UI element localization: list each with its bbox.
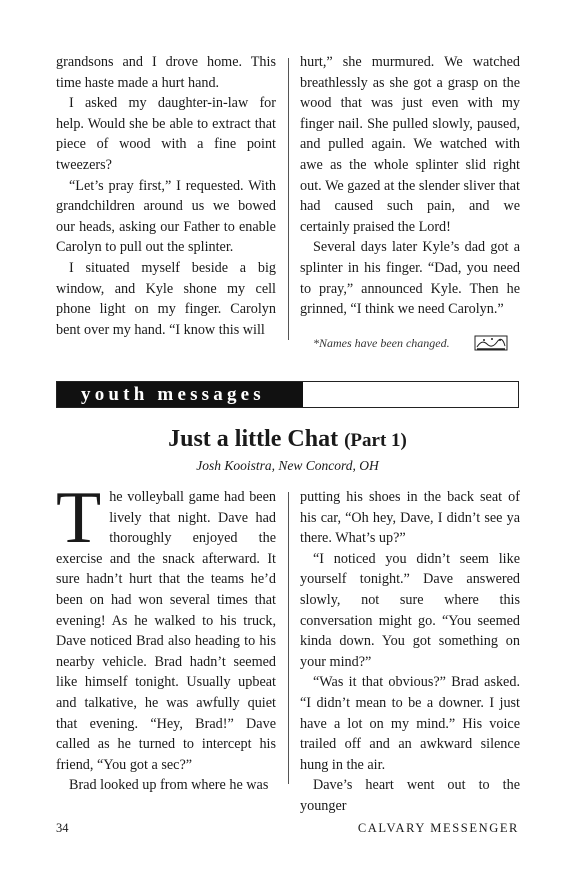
paragraph: grandsons and I drove home. This time haste made a hurt hand. bbox=[56, 54, 276, 91]
article-left-column bbox=[56, 477, 276, 796]
article-title bbox=[0, 424, 575, 456]
byline: Josh Kooistra, New Concord, OH bbox=[196, 458, 379, 473]
article-end-ornament-icon bbox=[474, 335, 508, 351]
paragraph: I asked my daughter-in-law for help. Would she be able to extract that piece of wood with a fine point tweezers? bbox=[56, 95, 276, 173]
drop-cap: T bbox=[56, 477, 102, 559]
article-right-column bbox=[300, 487, 520, 817]
top-right-column bbox=[300, 52, 520, 320]
paragraph: Brad looked up from where he was bbox=[69, 777, 269, 794]
paragraph: “Was it that obvious?” Brad asked. “I didn’t mean to be a downer. I just have a lot on my mind.” His voice trailed off and an awkward silence hung in the air. bbox=[300, 674, 520, 773]
paragraph: I situated myself beside a big window, and Kyle shone my cell phone light on my finger. Carolyn bent over my hand. “I know this will bbox=[56, 259, 276, 338]
page-number: 34 bbox=[56, 821, 69, 835]
paragraph: putting his shoes in the back seat of his car, “Oh hey, Dave, I didn’t see ya there. What’s up?” bbox=[300, 489, 520, 547]
paragraph: Several days later Kyle’s dad got a splinter in his finger. “Dad, you need to pray,” announced Kyle. Then he grinned, “I think we need Carolyn.” bbox=[300, 239, 520, 318]
paragraph: hurt,” she murmured. We watched breathlessly as she got a grasp on the wood that was just even with my finger nail. She pulled slowly, paused, and pulled again. We watched with awe as the whole splinter slid right out. We gazed at the slender sliver that had caused such pain, and we certainly praised the Lord! bbox=[300, 54, 520, 235]
paragraph: “Let’s pray first,” I requested. With grandchildren around us we bowed our heads, asking our Father to enable Carolyn to pull out the splinter. bbox=[56, 177, 276, 256]
paragraph-text: he volleyball game had been lively that night. Dave had thoroughly enjoyed the exercise and the snack afterward. It sure hadn’t hurt that the teams he’d been on had won several times that evening! As he walked to his truck, Dave noticed Brad also heading to his nearby vehicle. Brad hadn’t seemed like himself tonight. Usually upbeat and talkative, he was awfully quiet that evening. “Hey, Brad!” Dave called as he turned to intercept his friend, “You got a sec?” bbox=[56, 489, 276, 773]
paragraph: “I noticed you didn’t seem like yourself tonight.” Dave answered slowly, not sure where this conversation might go. “You seemed kinda down. You got something on your mind?” bbox=[300, 550, 520, 670]
section-banner bbox=[56, 381, 519, 408]
paragraph: Dave’s heart went out to the younger bbox=[300, 777, 520, 814]
section-title: youth messages bbox=[81, 384, 265, 405]
publication-name: CALVARY MESSENGER bbox=[357, 821, 519, 835]
footnote: *Names have been changed. bbox=[313, 336, 450, 350]
article-part: (Part 1) bbox=[344, 430, 407, 451]
column-divider bbox=[288, 492, 289, 784]
paragraph bbox=[56, 477, 276, 775]
column-divider bbox=[288, 58, 289, 340]
article-title-text: Just a little Chat bbox=[168, 426, 339, 452]
top-left-column bbox=[56, 52, 276, 340]
